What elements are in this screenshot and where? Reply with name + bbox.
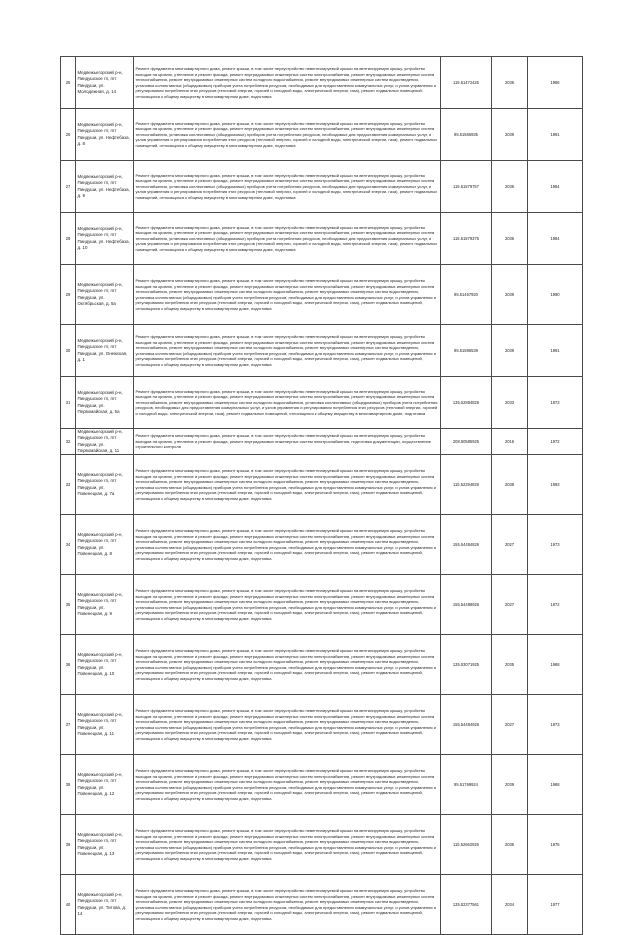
address-cell: Медвежьегорский р-н, Пиндушское гп, пгт Пиндуши, ул. Повенецкая, д. 11 [76,695,134,755]
works-description-cell: Ремонт фундамента многоквартирного дома, ремонт крыши, в том числе переустройство невентилируемой крыши на вентилируемую крышу, устройство выходов на кровлю, утепление и ремонт фасада, ремонт внутридомовых инженерных систем электроснабжения, ремонт внутридомовых инженерных систем теплоснабжения, ремонт внутридомовых инженерных систем холодного водоснабжения, ремонт внутридомовых инженерных систем водоотведения, установка коллективных (общедомовых) приборов учета потребления ресурсов, необходимых для предоставления коммунальных услуг, и узлов управления и регулирования потребления этих ресурсов (тепловой энергии, горячей и холодной воды, электрической энергии, газа), ремонт подвальных помещений, относящихся к общему имуществу в многоквартирном доме, подготовка [134,455,441,515]
works-description-cell: Ремонт фундамента многоквартирного дома, ремонт крыши, в том числе переустройство невентилируемой крыши на вентилируемую крышу, устройство выходов на кровлю, утепление и ремонт фасада, ремонт внутридомовых инженерных систем электроснабжения, ремонт внутридомовых инженерных систем теплоснабжения, ремонт внутридомовых инженерных систем холодного водоснабжения, ремонт внутридомовых инженерных систем водоотведения, установка коллективных (общедомовых) приборов учета потребления ресурсов, необходимых для предоставления коммунальных услуг, и узлов управления и регулирования потребления этих ресурсов (тепловой энергии, горячей и холодной воды, электрической энергии, газа), ремонт подвальных помещений, относящихся к общему имуществу в многоквартирном доме, подготовка [134,515,441,575]
planned-year-cell: 2039 [492,755,528,815]
cost-cell: 115.52662926 [441,815,492,875]
row-number-cell: 33 [61,455,76,515]
planned-year-cell: 2035 [492,635,528,695]
works-description-cell: Ремонт фундамента многоквартирного дома, ремонт крыши, в том числе переустройство невентилируемой крыши на вентилируемую крышу, устройство выходов на кровлю, утепление и ремонт фасада, ремонт внутридомовых инженерных систем электроснабжения, ремонт внутридомовых инженерных систем теплоснабжения, ремонт внутридомовых инженерных систем холодного водоснабжения, ремонт внутридомовых инженерных систем водоотведения, установка коллективных (общедомовых) приборов учета потребления ресурсов, необходимых для предоставления коммунальных услуг, и узлов управления и регулирования потребления этих ресурсов (тепловой энергии, горячей и холодной воды, электрической энергии, газа), ремонт подвальных помещений, относящихся к общему имуществу в многоквартирном доме, подготовка [134,875,441,935]
row-number-cell: 37 [61,695,76,755]
address-cell: Медвежьегорский р-н, Пиндушское гп, пгт Пиндуши, ул. Нефтебаза, д. 9 [76,161,134,213]
address-cell: Медвежьегорский р-н, Пиндушское гп, пгт Пиндуши, ул. Нефтебаза, д. 10 [76,213,134,265]
address-cell: Медвежьегорский р-н, Пиндушское гп, пгт Пиндуши, ул. Онежская, д. 1 [76,325,134,377]
table-row [61,109,583,161]
build-year-cell: 1990 [528,265,583,325]
address-cell: Медвежьегорский р-н, Пиндушское гп, пгт Пиндуши, ул. Молодежная, д. 14 [76,57,134,109]
row-number-cell: 27 [61,161,76,213]
address-cell: Медвежьегорский р-н, Пиндушское гп, пгт Пиндуши, ул. Нефтебаза, д. 8 [76,109,134,161]
build-year-cell: 1988 [528,635,583,695]
cost-cell: 208.50585925 [441,429,492,455]
planned-year-cell: 2039 [492,109,528,161]
build-year-cell: 1988 [528,755,583,815]
cost-cell: 115.51472426 [441,57,492,109]
address-cell: Медвежьегорский р-н, Пиндушское гп, пгт Пиндуши, ул. Повенецкая, д. 13 [76,815,134,875]
planned-year-cell: 2039 [492,265,528,325]
build-year-cell: 1973 [528,695,583,755]
build-year-cell: 1975 [528,815,583,875]
planned-year-cell: 2036 [492,57,528,109]
table-row [61,695,583,755]
cost-cell: 95.51467920 [441,265,492,325]
table-row [61,325,583,377]
table-row [61,265,583,325]
table-body [61,57,583,935]
row-number-cell: 38 [61,755,76,815]
table-row [61,161,583,213]
address-cell: Медвежьегорский р-н, Пиндушское гп, пгт Пиндуши, ул. Повенецкая, д. 12 [76,755,134,815]
build-year-cell: 1984 [528,161,583,213]
cost-cell: 135.53071925 [441,635,492,695]
address-cell: Медвежьегорский р-н, Пиндушское гп, пгт Пиндуши, ул. Повенецкая, д. 10 [76,635,134,695]
row-number-cell: 28 [61,213,76,265]
cost-cell: 115.51579375 [441,213,492,265]
cost-cell: 155.54484826 [441,515,492,575]
works-description-cell: Ремонт фундамента многоквартирного дома, ремонт крыши, в том числе переустройство невентилируемой крыши на вентилируемую крышу, устройство выходов на кровлю, утепление и ремонт фасада, ремонт внутридомовых инженерных систем электроснабжения, ремонт внутридомовых инженерных систем теплоснабжения, ремонт внутридомовых инженерных систем холодного водоснабжения, ремонт внутридомовых инженерных систем водоотведения, установка коллективных (общедомовых) приборов учета потребления ресурсов, необходимых для предоставления коммунальных услуг, и узлов управления и регулирования потребления этих ресурсов (тепловой энергии, горячей и холодной воды, электрической энергии, газа), ремонт подвальных помещений, относящихся к общему имуществу в многоквартирном доме, подготовка [134,755,441,815]
table-row [61,755,583,815]
planned-year-cell: 2016 [492,429,528,455]
build-year-cell: 1991 [528,109,583,161]
table-row [61,377,583,429]
address-cell: Медвежьегорский р-н, Пиндушское гп, пгт Пиндуши, ул. Титова, д. 14 [76,875,134,935]
build-year-cell: 1984 [528,213,583,265]
planned-year-cell: 2027 [492,515,528,575]
planned-year-cell: 2039 [492,325,528,377]
address-cell: Медвежьегорский р-н, Пиндушское гп, пгт Пиндуши, ул. Повенецкая, д. 7а [76,455,134,515]
table-row [61,213,583,265]
cost-cell: 155.54484926 [441,695,492,755]
row-number-cell: 34 [61,515,76,575]
works-description-cell: Ремонт фундамента многоквартирного дома, ремонт крыши, в том числе переустройство невентилируемой крыши на вентилируемую крышу, устройство выходов на кровлю, утепление и ремонт фасада, ремонт внутридомовых инженерных систем электроснабжения, ремонт внутридомовых инженерных систем теплоснабжения, ремонт внутридомовых инженерных систем холодного водоснабжения, установка коллективных (общедомовых) приборов учета потребления ресурсов, необходимых для предоставления коммунальных услуг, и узлов управления и регулирования потребления этих ресурсов (тепловой энергии, горячей и холодной воды, электрической энергии, газа), ремонт подвальных помещений, относящихся к общему имуществу в многоквартирном доме, подготовка [134,377,441,429]
works-description-cell: Ремонт фундамента многоквартирного дома, ремонт крыши, в том числе переустройство невентилируемой крыши на вентилируемую крышу, устройство выходов на кровлю, утепление и ремонт фасада, ремонт внутридомовых инженерных систем электроснабжения, ремонт внутридомовых инженерных систем теплоснабжения, ремонт внутридомовых инженерных систем холодного водоснабжения, ремонт внутридомовых инженерных систем водоотведения, установка коллективных (общедомовых) приборов учета потребления ресурсов, необходимых для предоставления коммунальных услуг, и узлов управления и регулирования потребления этих ресурсов (тепловой энергии, горячей и холодной воды, электрической энергии, газа), ремонт подвальных помещений, относящихся к общему имуществу в многоквартирном доме, подготовка [134,575,441,635]
cost-cell: 95.51769924 [441,755,492,815]
planned-year-cell: 2027 [492,695,528,755]
build-year-cell: 1993 [528,455,583,515]
cost-cell: 95.51566935 [441,109,492,161]
build-year-cell: 1991 [528,325,583,377]
cost-cell: 135.52377561 [441,875,492,935]
table-row [61,635,583,695]
table-row [61,455,583,515]
works-description-cell: Ремонт фундамента многоквартирного дома, ремонт крыши, в том числе переустройство невентилируемой крыши на вентилируемую крышу, устройство выходов на кровлю, утепление и ремонт фасада, ремонт внутридомовых инженерных систем электроснабжения, ремонт внутридомовых инженерных систем теплоснабжения, установка коллективных (общедомовых) приборов учета потребления ресурсов, необходимых для предоставления коммунальных услуг, и узлов управления и регулирования потребления этих ресурсов (тепловой энергии, горячей и холодной воды, электрической энергии, газа), ремонт подвальных помещений, относящихся к общему имуществу в многоквартирном доме, подготовка [134,161,441,213]
row-number-cell: 26 [61,109,76,161]
address-cell: Медвежьегорский р-н, Пиндушское гп, пгт Пиндуши, ул. Повенецкая, д. 8 [76,515,134,575]
row-number-cell: 32 [61,429,76,455]
planned-year-cell: 2036 [492,815,528,875]
row-number-cell: 25 [61,57,76,109]
row-number-cell: 40 [61,875,76,935]
planned-year-cell: 2033 [492,377,528,429]
address-cell: Медвежьегорский р-н, Пиндушское гп, пгт Пиндуши, ул. Повенецкая, д. 9 [76,575,134,635]
cost-cell: 115.51579757 [441,161,492,213]
build-year-cell: 1972 [528,575,583,635]
works-description-cell: Ремонт фундамента многоквартирного дома, ремонт крыши, в том числе переустройство невентилируемой крыши на вентилируемую крышу, устройство выходов на кровлю, утепление и ремонт фасада, ремонт внутридомовых инженерных систем электроснабжения, ремонт внутридомовых инженерных систем теплоснабжения, ремонт внутридомовых инженерных систем холодного водоснабжения, ремонт внутридомовых инженерных систем водоотведения, установка коллективных (общедомовых) приборов учета потребления ресурсов, необходимых для предоставления коммунальных услуг, и узлов управления и регулирования потребления этих ресурсов (тепловой энергии, горячей и холодной воды, электрической энергии, газа), ремонт подвальных помещений, относящихся к общему имуществу в многоквартирном доме, подготовка [134,635,441,695]
build-year-cell: 1973 [528,515,583,575]
row-number-cell: 35 [61,575,76,635]
works-description-cell: Ремонт фундамента многоквартирного дома, ремонт крыши, в том числе переустройство невентилируемой крыши на вентилируемую крышу, устройство выходов на кровлю, утепление и ремонт фасада, ремонт внутридомовых инженерных систем электроснабжения, подготовка документации, осуществление строительного контроля [134,429,441,455]
address-cell: Медвежьегорский р-н, Пиндушское гп, пгт Пиндуши, ул. Октябрьская, д. 5а [76,265,134,325]
address-cell: Медвежьегорский р-н, Пиндушское гп, пгт Пиндуши, ул. Первомайская, д. 5а [76,377,134,429]
planned-year-cell: 2036 [492,161,528,213]
table-row [61,429,583,455]
row-number-cell: 30 [61,325,76,377]
cost-cell: 95.51596539 [441,325,492,377]
row-number-cell: 31 [61,377,76,429]
table-row [61,815,583,875]
planned-year-cell: 2034 [492,875,528,935]
works-description-cell: Ремонт фундамента многоквартирного дома, ремонт крыши, в том числе переустройство невентилируемой крыши на вентилируемую крышу, устройство выходов на кровлю, утепление и ремонт фасада, ремонт внутридомовых инженерных систем электроснабжения, ремонт внутридомовых инженерных систем теплоснабжения, ремонт внутридомовых инженерных систем холодного водоснабжения, ремонт внутридомовых инженерных систем водоотведения, установка коллективных (общедомовых) приборов учета потребления ресурсов, необходимых для предоставления коммунальных услуг, и узлов управления и регулирования потребления этих ресурсов (тепловой энергии, горячей и холодной воды, электрической энергии, газа), ремонт подвальных помещений, относящихся к общему имуществу в многоквартирном доме, подготовка [134,325,441,377]
works-description-cell: Ремонт фундамента многоквартирного дома, ремонт крыши, в том числе переустройство невентилируемой крыши на вентилируемую крышу, устройство выходов на кровлю, утепление и ремонт фасада, ремонт внутридомовых инженерных систем электроснабжения, ремонт внутридомовых инженерных систем теплоснабжения, ремонт внутридомовых инженерных систем холодного водоснабжения, ремонт внутридомовых инженерных систем водоотведения, установка коллективных (общедомовых) приборов учета потребления ресурсов, необходимых для предоставления коммунальных услуг, и узлов управления и регулирования потребления этих ресурсов (тепловой энергии, горячей и холодной воды, электрической энергии, газа), ремонт подвальных помещений, относящихся к общему имуществу в многоквартирном доме, подготовка [134,57,441,109]
row-number-cell: 39 [61,815,76,875]
cost-cell: 135.52884826 [441,377,492,429]
table-row [61,515,583,575]
planned-year-cell: 2038 [492,455,528,515]
build-year-cell: 1986 [528,57,583,109]
capital-repair-table [60,56,583,935]
works-description-cell: Ремонт фундамента многоквартирного дома, ремонт крыши, в том числе переустройство невентилируемой крыши на вентилируемую крышу, устройство выходов на кровлю, утепление и ремонт фасада, ремонт внутридомовых инженерных систем электроснабжения, ремонт внутридомовых инженерных систем теплоснабжения, ремонт внутридомовых инженерных систем холодного водоснабжения, ремонт внутридомовых инженерных систем водоотведения, установка коллективных (общедомовых) приборов учета потребления ресурсов, необходимых для предоставления коммунальных услуг, и узлов управления и регулирования потребления этих ресурсов (тепловой энергии, горячей и холодной воды, электрической энергии, газа), ремонт подвальных помещений, относящихся к общему имуществу в многоквартирном доме, подготовка [134,695,441,755]
build-year-cell: 1972 [528,429,583,455]
build-year-cell: 1977 [528,875,583,935]
address-cell: Медвежьегорский р-н, Пиндушское гп, пгт Пиндуши, ул. Первомайская, д. 11 [76,429,134,455]
works-description-cell: Ремонт фундамента многоквартирного дома, ремонт крыши, в том числе переустройство невентилируемой крыши на вентилируемую крышу, устройство выходов на кровлю, утепление и ремонт фасада, ремонт внутридомовых инженерных систем электроснабжения, ремонт внутридомовых инженерных систем теплоснабжения, ремонт внутридомовых инженерных систем холодного водоснабжения, ремонт внутридомовых инженерных систем водоотведения, установка коллективных (общедомовых) приборов учета потребления ресурсов, необходимых для предоставления коммунальных услуг, и узлов управления и регулирования потребления этих ресурсов (тепловой энергии, горячей и холодной воды, электрической энергии, газа), ремонт подвальных помещений, относящихся к общему имуществу в многоквартирном доме, подготовка [134,265,441,325]
planned-year-cell: 2027 [492,575,528,635]
works-description-cell: Ремонт фундамента многоквартирного дома, ремонт крыши, в том числе переустройство невентилируемой крыши на вентилируемую крышу, устройство выходов на кровлю, утепление и ремонт фасада, ремонт внутридомовых инженерных систем электроснабжения, ремонт внутридомовых инженерных систем теплоснабжения, установка коллективных (общедомовых) приборов учета потребления ресурсов, необходимых для предоставления коммунальных услуг, и узлов управления и регулирования потребления этих ресурсов (тепловой энергии, горячей и холодной воды, электрической энергии, газа), ремонт подвальных помещений, относящихся к общему имуществу в многоквартирном доме, подготовка [134,213,441,265]
table-row [61,57,583,109]
cost-cell: 155.54488926 [441,575,492,635]
works-description-cell: Ремонт фундамента многоквартирного дома, ремонт крыши, в том числе переустройство невентилируемой крыши на вентилируемую крышу, устройство выходов на кровлю, утепление и ремонт фасада, ремонт внутридомовых инженерных систем электроснабжения, ремонт внутридомовых инженерных систем теплоснабжения, установка коллективных (общедомовых) приборов учета потребления ресурсов, необходимых для предоставления коммунальных услуг, и узлов управления и регулирования потребления этих ресурсов (тепловой энергии, горячей и холодной воды, электрической энергии, газа), ремонт подвальных помещений, относящихся к общему имуществу в многоквартирном доме, подготовка [134,109,441,161]
row-number-cell: 29 [61,265,76,325]
cost-cell: 115.52294828 [441,455,492,515]
works-description-cell: Ремонт фундамента многоквартирного дома, ремонт крыши, в том числе переустройство невентилируемой крыши на вентилируемую крышу, устройство выходов на кровлю, утепление и ремонт фасада, ремонт внутридомовых инженерных систем электроснабжения, ремонт внутридомовых инженерных систем теплоснабжения, ремонт внутридомовых инженерных систем холодного водоснабжения, ремонт внутридомовых инженерных систем водоотведения, установка коллективных (общедомовых) приборов учета потребления ресурсов, необходимых для предоставления коммунальных услуг, и узлов управления и регулирования потребления этих ресурсов (тепловой энергии, горячей и холодной воды, электрической энергии, газа), ремонт подвальных помещений, относящихся к общему имуществу в многоквартирном доме, подготовка [134,815,441,875]
row-number-cell: 36 [61,635,76,695]
planned-year-cell: 2036 [492,213,528,265]
build-year-cell: 1973 [528,377,583,429]
table-row [61,575,583,635]
